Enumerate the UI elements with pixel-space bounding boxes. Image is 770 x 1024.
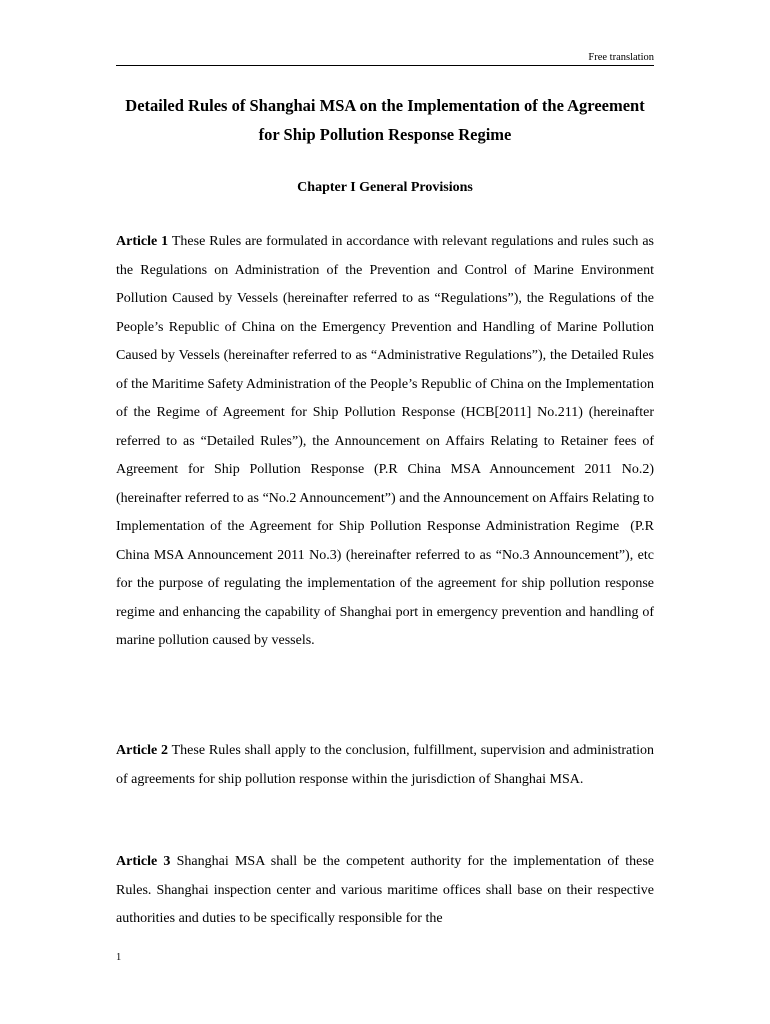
article-paragraph [116, 228, 658, 656]
article-paragraph [116, 737, 658, 794]
document-title: Detailed Rules of Shanghai MSA on the Implementation of the Agreement for Ship Pollution Response Regime [125, 96, 645, 144]
header-note: Free translation [588, 52, 654, 63]
article-label: Article 2 [116, 743, 169, 758]
article-label: Article 3 [116, 854, 171, 869]
page-number: 1 [116, 952, 122, 963]
article-text: Shanghai MSA shall be the competent authority for the implementation of these Rules. Shanghai inspection center and various maritime offices shall base on their respective authorities and duties to be specifically responsible for the [116, 854, 658, 926]
article-text: These Rules shall apply to the conclusion, fulfillment, supervision and administration of agreements for ship pollution response within the jurisdiction of Shanghai MSA. [116, 743, 658, 787]
article-paragraph [116, 848, 658, 934]
chapter-heading: Chapter I General Provisions [297, 180, 473, 195]
article-text: These Rules are formulated in accordance with relevant regulations and rules such as the Regulations on Administration of the Prevention and Control of Marine Environment Pollution Caused by Vessels (hereinafter referred to as “Regulations”), the Regulations of the People’s Republic of China on the Emergency Prevention and Handling of Marine Pollution Caused by Vessels (hereinafter referred to as “Administrative Regulations”), the Detailed Rules of the Maritime Safety Administration of the People’s Republic of China on the Implementation of the Regime of Agreement for Ship Pollution Response (HCB[2011] No.211) (hereinafter referred to as “Detailed Rules”), the Announcement on Affairs Relating to Retainer fees of Agreement for Ship Pollution Response (P.R China MSA Announcement 2011 No.2) (hereinafter referred to as “No.2 Announcement”) and the Announcement on Affairs Relating to Implementation of the Agreement for Ship Pollution Response Administration Regime (P.R China MSA Announcement 2011 No.3) (hereinafter referred to as “No.3 Announcement”), etc for the purpose of regulating the implementation of the agreement for ship pollution response regime and enhancing the capability of Shanghai port in emergency prevention and handling of marine pollution caused by vessels. [116, 234, 658, 648]
article-label: Article 1 [116, 234, 169, 249]
header-divider [116, 65, 654, 66]
